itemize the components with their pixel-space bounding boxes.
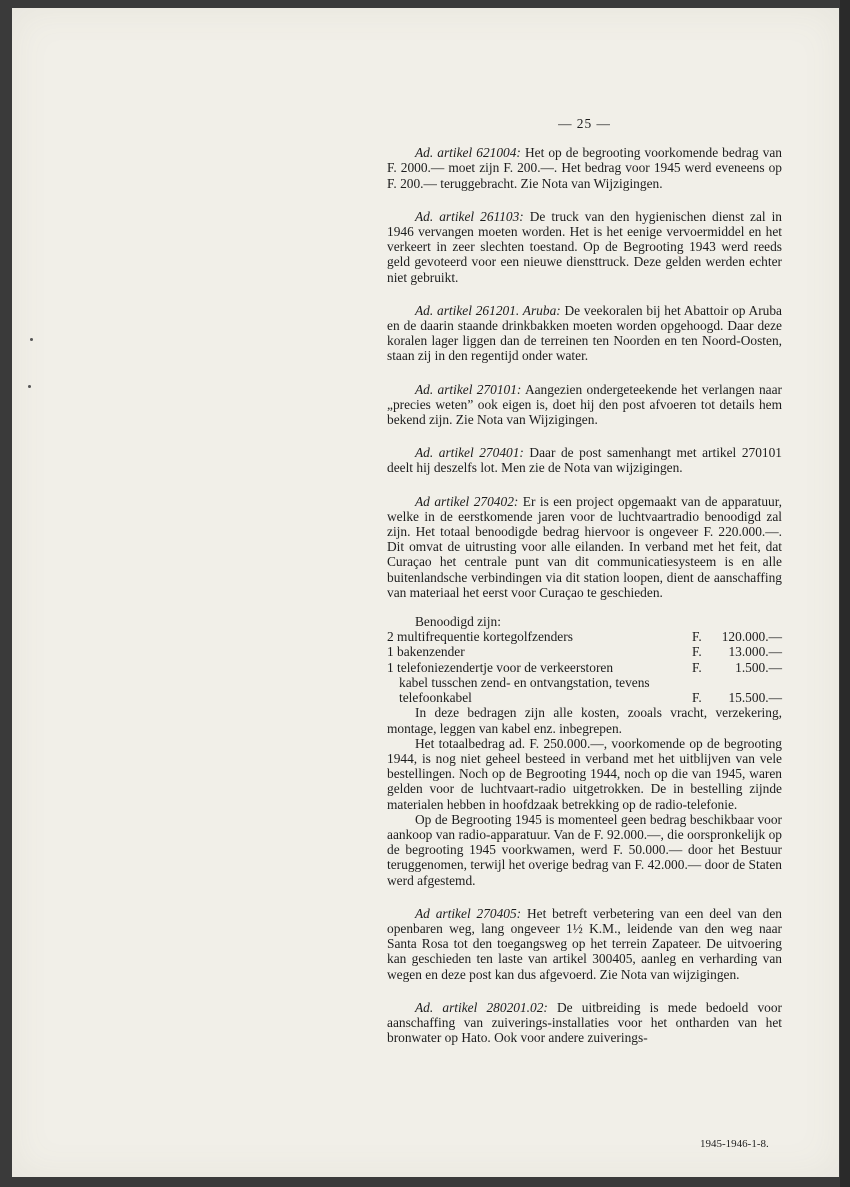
list-item-amount: 15.500.—	[728, 690, 782, 706]
paragraph-text: Er is een project opgemaakt van de apparatuur, welke in de eerstkomende jaren voor de luchtvaartradio benoodigd zal zijn. Het totaal benoodigde bedrag hiervoor is ongeveer F. 220.000.—. Dit omvat de uitrusting voor alle eilanden. In verband met het feit, dat Curaçao het centrale punt van dit communicatiesysteem is en alle buitenlandsche verbindingen via dit station loopen, dient de aanschaffing van materiaal het eerst voor Curaçao te geschieden.	[387, 493, 782, 600]
list-item-label: telefoonkabel	[399, 690, 472, 706]
paragraph-text: De veekoralen bij het Abattoir op Aruba en de daarin staande drinkbakken moeten worden opgehoogd. Daar deze koralen lager liggen dan de terreinen ten Noorden en ten Noord-Oosten, staan zij in den regentijd onder water.	[387, 302, 782, 364]
list-item-currency: F.	[692, 659, 702, 675]
paragraph-261103	[387, 209, 782, 285]
paragraph-text: Het betreft verbetering van een deel van den openbaren weg, lang ongeveer 1½ K.M., leidende van den weg naar Santa Rosa tot den toegangsweg op het terrein Zapateer. De uitvoering kan geschieden ten laste van artikel 300405, aanleg en verharding van wegen en deze post kan dus afgevoerd. Zie Nota van wijzigingen.	[387, 905, 782, 982]
list-item	[387, 644, 782, 659]
list-item-currency: F.	[692, 629, 702, 645]
subparagraph: Het totaalbedrag ad. F. 250.000.—, voorkomende op de begrooting 1944, is nog niet geheel besteed in verband met het uitblijven van vele bestellingen. Noch op de Begrooting 1944, noch op die van 1945, waren gelden voor de luchtvaart-radio uitgetrokken. De in bestelling zijnde materialen hebben in hoofdzaak betrekking op de radio-telefonie.	[387, 735, 782, 812]
list-item-currency	[692, 675, 712, 690]
subparagraph: Op de Begrooting 1945 is momenteel geen bedrag beschikbaar voor aankoop van radio-apparatuur. Van de F. 92.000.—, die oorspronkelijk op de begrooting 1945 voorkwamen, werd F. 50.000.— door het Bestuur teruggenomen, terwijl het overige bedrag van F. 42.000.— door de Staten werd afgestemd.	[387, 811, 782, 888]
article-heading: Ad artikel 270402:	[415, 493, 519, 509]
paragraph-text: Het op de begrooting voorkomende bedrag van F. 2000.— moet zijn F. 200.—. Het bedrag voor 1945 werd eveneens op F. 200.— teruggebracht. Zie Nota van Wijzigingen.	[387, 145, 782, 191]
list-item-currency: F.	[692, 644, 702, 660]
page-number: — 25 —	[558, 116, 611, 131]
paragraph-270401	[387, 445, 782, 475]
equipment-list	[387, 629, 782, 705]
article-heading: Ad. artikel 261201. Aruba:	[415, 302, 561, 318]
list-item-label: kabel tusschen zend- en ontvangstation, tevens	[399, 674, 650, 690]
paragraph-text: Daar de post samenhangt met artikel 270101 deelt hij deszelfs lot. Men zie de Nota van wijzigingen.	[387, 445, 782, 476]
article-heading: Ad. artikel 270401:	[415, 445, 524, 461]
article-heading: Ad. artikel 621004:	[415, 145, 521, 161]
subparagraph: In deze bedragen zijn alle kosten, zooals vracht, verzekering, montage, leggen van kabel enz. inbegrepen.	[387, 705, 782, 736]
list-item	[387, 629, 782, 644]
list-item	[387, 660, 782, 675]
paragraph-text: De truck van den hygienischen dienst zal in 1946 vervangen moeten worden. Het is het eenige vervoermiddel en het verkeert in zeer slechten toestand. Op de Begrooting 1943 werd reeds geld gevoteerd voor een nieuwe diensttruck. Deze gelden werden echter niet gebruikt.	[387, 208, 782, 285]
list-item-amount	[712, 675, 782, 690]
list-item-amount: 120.000.—	[721, 629, 782, 645]
document-body	[387, 116, 782, 1063]
scan-speck	[30, 338, 33, 341]
paragraph-280201	[387, 1000, 782, 1046]
list-item-currency: F.	[692, 690, 702, 706]
paragraph-text: De uitbreiding is mede bedoeld voor aanschaffing van zuiverings-installaties voor het ontharden van het bronwater op Hato. Ook voor andere zuiverings-	[387, 999, 782, 1046]
list-item-amount: 13.000.—	[728, 644, 782, 660]
paragraph-270101	[387, 382, 782, 428]
list-item-label: 1 telefoniezendertje voor de verkeerstoren	[387, 659, 614, 675]
paragraph-text: Aangezien ondergeteekende het verlangen naar „precies weten” ook eigen is, doet hij den post afvoeren tot details hem bekend zijn. Zie Nota van Wijzigingen.	[387, 381, 782, 428]
scan-speck	[28, 385, 31, 388]
article-heading: Ad. artikel 261103:	[415, 208, 524, 224]
article-heading: Ad artikel 270405:	[415, 905, 522, 921]
article-heading: Ad. artikel 270101:	[415, 381, 522, 397]
paragraph-270405	[387, 906, 782, 982]
list-item-label: 1 bakenzender	[387, 644, 465, 660]
paragraph-270402	[387, 494, 782, 600]
list-item-amount: 1.500.—	[735, 659, 782, 675]
list-item-label: 2 multifrequentie kortegolfzenders	[387, 629, 573, 645]
list-item	[387, 675, 782, 690]
footer-code: 1945-1946-1-8.	[700, 1138, 769, 1150]
article-heading: Ad. artikel 280201.02:	[415, 999, 548, 1015]
paragraph-261201	[387, 303, 782, 364]
scan-border	[840, 0, 850, 1187]
paragraph-621004	[387, 145, 782, 191]
list-item	[387, 690, 782, 705]
list-heading: Benoodigd zijn:	[415, 614, 501, 630]
